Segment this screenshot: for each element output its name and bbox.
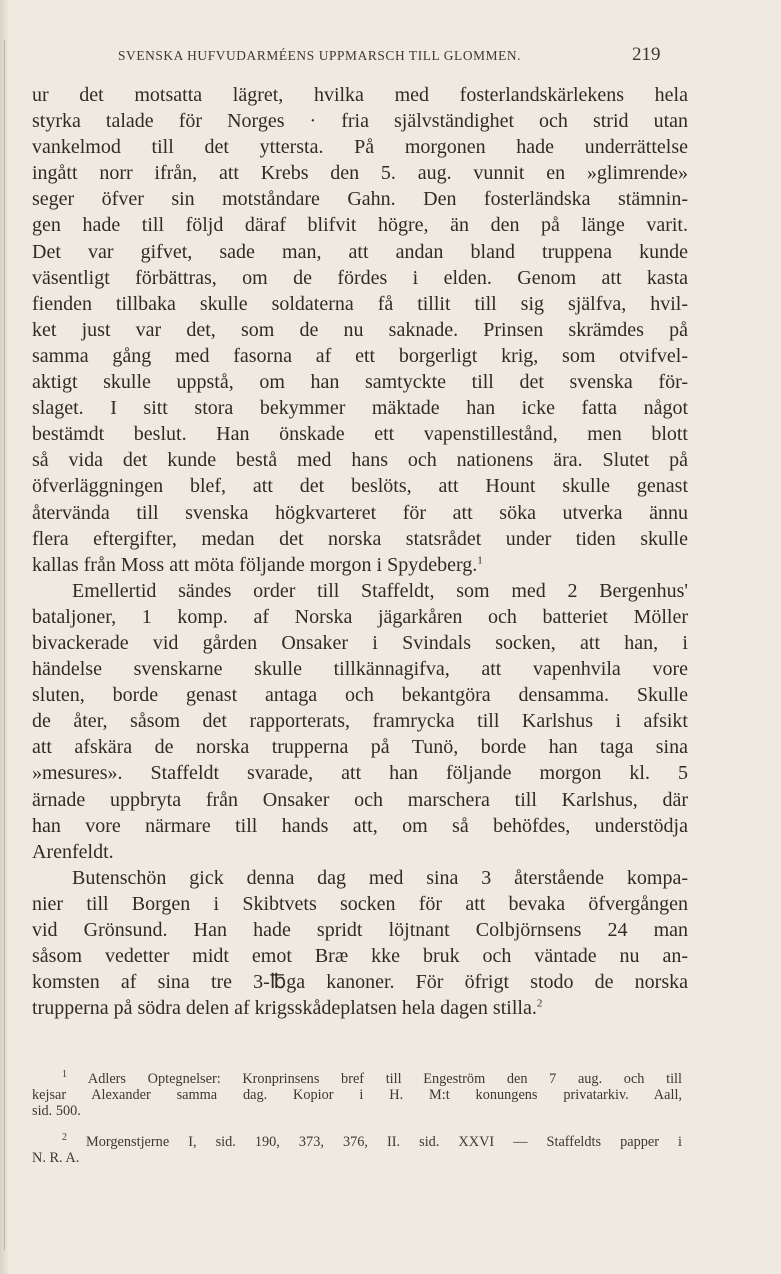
page-binding-edge: [0, 0, 8, 1274]
text-line: seger öfver sin motståndare Gahn. Den fosterländska stämnin-: [32, 188, 688, 211]
text-line: trupperna på södra delen af krigsskådeplatsen hela dagen stilla.: [32, 997, 537, 1020]
footnote-ref-1: 1: [477, 554, 483, 567]
text-line: gen hade till följd däraf blifvit högre, än den på länge varit.: [32, 214, 688, 237]
text-line: »mesures». Staffeldt svarade, att han följande morgon kl. 5: [32, 762, 688, 785]
text-line: bivackerade vid gården Onsaker i Svindals socken, att han, i: [32, 631, 688, 654]
binding-line: [4, 40, 5, 1250]
text-line: Det var gifvet, sade man, att andan bland truppena kunde: [32, 240, 688, 263]
page-number: 219: [632, 44, 661, 65]
footnote-2-line: [32, 1131, 683, 1150]
footnote-text: Morgenstjerne I, sid. 190, 373, 376, II. sid. XXVI — Staffeldts papper i: [86, 1133, 683, 1150]
text-line: fienden tillbaka skulle soldaterna få tillit till sig själfva, hvil-: [32, 292, 688, 315]
text-line: aktigt skulle uppstå, om han samtyckte till det svenska för-: [32, 371, 688, 394]
text-line: väsentligt förbättras, om de fördes i elden. Genom att kasta: [32, 266, 688, 289]
text-line: kallas från Moss att möta följande morgon i Spydeberg.: [32, 553, 478, 576]
text-line-with-footnote: [32, 995, 688, 1021]
text-line: bestämdt beslut. Han önskade ett vapenstillestånd, men blott: [32, 423, 688, 446]
text-line: komsten af sina tre 3-℔ga kanoner. För öfrigt stodo de norska: [32, 971, 688, 994]
text-line: öfverläggningen blef, att det beslöts, att Hount skulle genast: [32, 475, 688, 498]
text-line: bataljoner, 1 komp. af Norska jägarkåren och batteriet Möller: [32, 605, 688, 628]
footnote-1-line: sid. 500.: [32, 1103, 81, 1120]
text-line: flera eftergifter, medan det norska statsrådet under tiden skulle: [32, 527, 688, 550]
text-line: ur det motsatta lägret, hvilka med fosterlandskärlekens hela: [32, 84, 688, 106]
text-line: samma gång med fasorna af ett borgerligt krig, som otvifvel-: [32, 344, 688, 367]
text-line-with-footnote: [32, 552, 688, 578]
text-line: han vore närmare till hands att, om så behöfdes, understödja: [32, 814, 688, 837]
footnote-number: 2: [62, 1131, 67, 1143]
text-line: att afskära de norska trupperna på Tunö, borde han taga sina: [32, 736, 688, 759]
text-line: återvända till svenska högkvarteret för att söka utverka ännu: [32, 501, 688, 524]
footnote-number: 1: [62, 1069, 67, 1081]
text-line: Arenfeldt.: [32, 840, 114, 863]
text-line: händelse svenskarne skulle tillkännagifva, att vapenhvila vore: [32, 658, 688, 681]
paragraph-start: Emellertid sändes order till Staffeldt, som med 2 Bergenhus': [72, 579, 688, 602]
text-line: sluten, borde genast antaga och bekantgöra densamma. Skulle: [32, 684, 688, 707]
text-line: såsom vedetter midt emot Bræ kke bruk och väntade nu an-: [32, 945, 688, 968]
text-line: nier till Borgen i Skibtvets socken för att bevaka öfvergången: [32, 892, 688, 915]
text-line: vid Grönsund. Han hade spridt löjtnant Colbjörnsens 24 man: [32, 919, 688, 941]
footnote-1-line: kejsar Alexander samma dag. Kopior i H. M:t konungens privatarkiv. Aall,: [32, 1087, 682, 1104]
footnote-2-line: N. R. A.: [32, 1149, 80, 1166]
footnote-text: Adlers Optegnelser: Kronprinsens bref till Engeström den 7 aug. och till: [87, 1071, 682, 1087]
footnote-1-line: [32, 1071, 682, 1087]
text-line: styrka talade för Norges · fria självständighet och strid utan: [32, 110, 688, 133]
text-line: slaget. I sitt stora bekymmer mäktade han icke fatta något: [32, 397, 688, 420]
body-text: [32, 82, 688, 1021]
paragraph-start: Butenschön gick denna dag med sina 3 återstående kompa-: [72, 866, 688, 889]
running-title: SVENSKA HUFVUDARMÉENS UPPMARSCH TILL GLOMMEN.: [118, 48, 522, 63]
text-line: så vida det kunde bestå med hans och nationens ära. Slutet på: [32, 449, 688, 472]
footnote-ref-2: 2: [536, 997, 543, 1010]
text-line: vankelmod till det yttersta. På morgonen hade underrättelse: [32, 136, 688, 159]
text-line: ket just var det, som de nu saknade. Prinsen skrämdes på: [32, 318, 688, 341]
footnotes: [32, 1071, 682, 1166]
text-line: ärnade uppbryta från Onsaker och marschera till Karlshus, där: [32, 788, 688, 811]
text-line: ingått norr ifrån, att Krebs den 5. aug. vunnit en »glimrende»: [32, 162, 688, 185]
text-line: de åter, såsom det rapporterats, framrycka till Karlshus i afsikt: [32, 710, 688, 733]
